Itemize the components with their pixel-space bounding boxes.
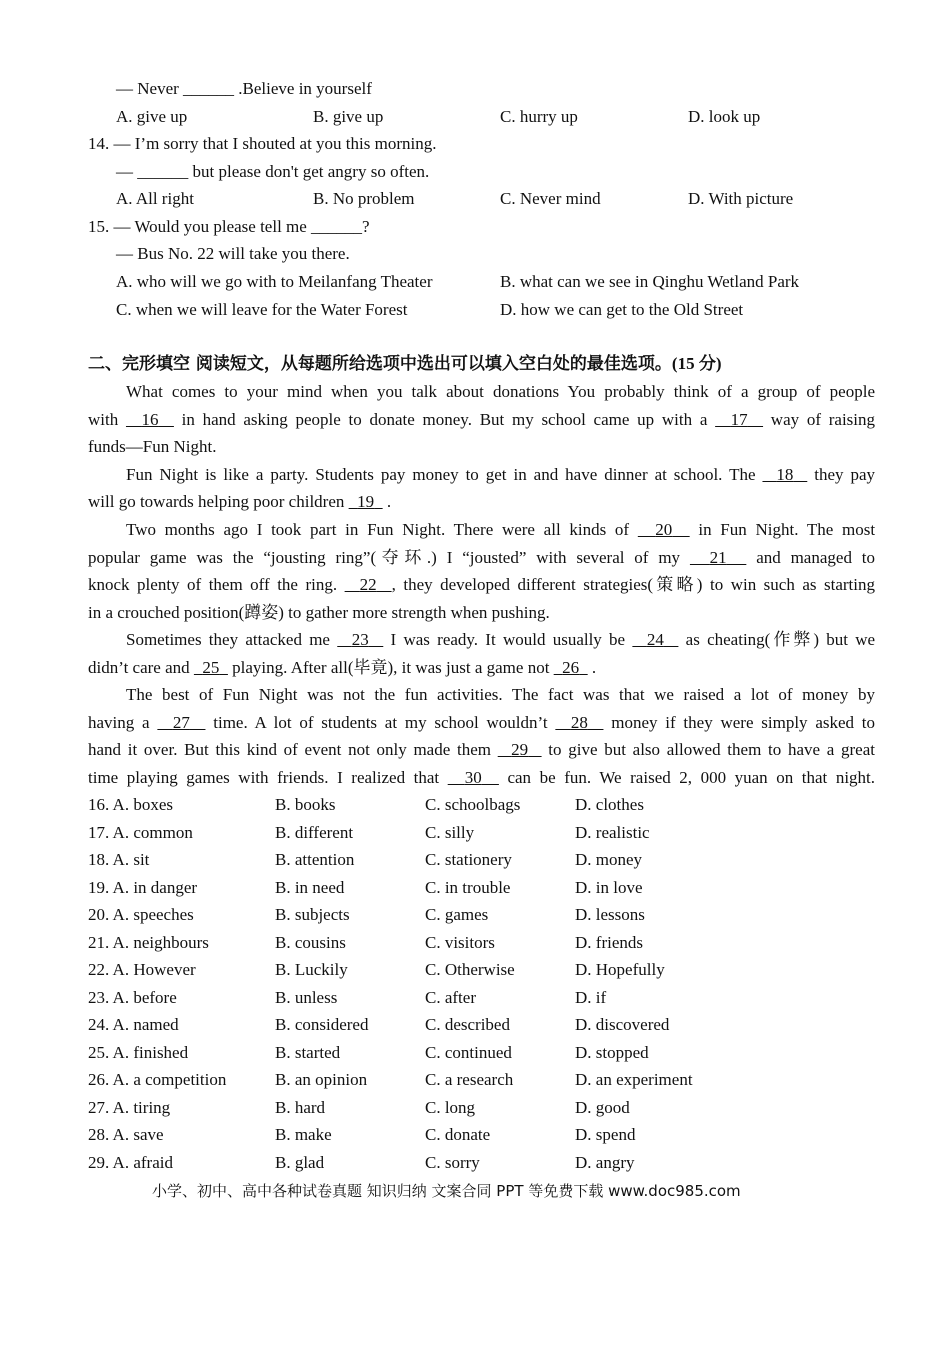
choice-option[interactable]: D. spend	[575, 1125, 636, 1144]
choice-option[interactable]: D. clothes	[575, 795, 644, 814]
blank-20[interactable]: 20	[655, 520, 673, 539]
blank-30[interactable]: 30	[464, 768, 482, 787]
choice-option[interactable]: D. lessons	[575, 905, 645, 924]
choice-option[interactable]: C. sorry	[425, 1152, 480, 1172]
blank-25[interactable]: 25	[202, 658, 220, 677]
choice-row	[88, 1097, 888, 1121]
blank-29[interactable]: 29	[511, 740, 529, 759]
choice-option[interactable]: B. glad	[275, 1152, 325, 1172]
choice-option[interactable]: B. an opinion	[275, 1070, 368, 1089]
blank-27[interactable]: 27	[172, 713, 190, 732]
choice-option[interactable]: B. hard	[275, 1097, 326, 1117]
section-heading-text: 二、完形填空 阅读短文，从每题所给选项中选出可以填入空白处的最佳选项。	[88, 354, 672, 374]
choice-option[interactable]: B. considered	[275, 1015, 369, 1034]
choice-row	[88, 1124, 888, 1148]
blank-21[interactable]: 21	[709, 548, 727, 567]
option: D. With picture	[688, 189, 794, 208]
choice-option[interactable]: C. schoolbags	[425, 795, 521, 814]
choice-row	[88, 904, 888, 928]
choice-option[interactable]: B. Luckily	[275, 960, 348, 979]
choice-option[interactable]: 25. A. finished	[88, 1042, 189, 1062]
option: A. All right	[116, 189, 194, 208]
choice-option[interactable]: 29. A. afraid	[88, 1152, 173, 1172]
section-heading	[88, 353, 722, 375]
choice-option[interactable]: B. attention	[275, 850, 355, 869]
choice-row	[88, 1069, 888, 1093]
passage-line: Sometimes they attacked me 23 I was ready. It would usually be 24 as cheating(作弊) but we	[126, 630, 876, 649]
option: D. how we can get to the Old Street	[500, 300, 744, 319]
choice-option[interactable]: B. started	[275, 1042, 341, 1062]
choice-option[interactable]: 24. A. named	[88, 1015, 179, 1034]
choice-option[interactable]: D. good	[575, 1097, 630, 1117]
q14-reply: — ______ but please don't get angry so often.	[116, 162, 430, 181]
footer-text: 小学、初中、高中各种试卷真题 知识归纳 文案合同 PPT 等免费下载 www.doc985.com	[152, 1182, 741, 1200]
choice-option[interactable]: C. games	[425, 905, 489, 924]
choice-row	[88, 1042, 888, 1066]
choice-option[interactable]: C. stationery	[425, 850, 512, 869]
choice-row	[88, 987, 888, 1011]
passage-line: knock plenty of them off the ring. 22 , they developed different strategies(策略) to win such as starting	[88, 575, 876, 594]
choice-option[interactable]: B. cousins	[275, 932, 346, 952]
choice-option[interactable]: 22. A. However	[88, 960, 196, 979]
choice-option[interactable]: B. different	[275, 822, 354, 842]
passage-line: The best of Fun Night was not the fun activities. The fact was that we raised a lot of money by	[126, 685, 875, 704]
choice-option[interactable]: D. money	[575, 850, 643, 869]
choice-option[interactable]: 19. A. in danger	[88, 877, 198, 897]
blank-24[interactable]: 24	[646, 630, 664, 649]
passage-line: didn’t care and 25 playing. After all(毕竟), it was just a game not 26 .	[88, 658, 597, 677]
q14-options	[88, 188, 888, 212]
choice-option[interactable]: D. if	[575, 987, 607, 1007]
choice-option[interactable]: B. subjects	[275, 905, 350, 924]
choice-option[interactable]: C. visitors	[425, 932, 495, 952]
choice-option[interactable]: D. in love	[575, 877, 643, 897]
choice-row	[88, 849, 888, 873]
blank-22[interactable]: 22	[359, 575, 377, 594]
choice-option[interactable]: D. Hopefully	[575, 960, 665, 979]
section-score: (15 分)	[671, 354, 722, 373]
blank-26[interactable]: 26	[562, 658, 580, 677]
choice-option[interactable]: B. in need	[275, 877, 345, 897]
choice-option[interactable]: D. discovered	[575, 1015, 670, 1034]
passage-line: having a 27 time. A lot of students at my school wouldn’t 28 money if they were simply asked to	[88, 713, 876, 732]
option: C. Never mind	[500, 189, 601, 208]
choice-option[interactable]: C. silly	[425, 822, 475, 842]
passage-line: Two months ago I took part in Fun Night. There were all kinds of 20 in Fun Night. The most	[126, 520, 876, 539]
choice-option[interactable]: D. stopped	[575, 1042, 649, 1062]
option: C. when we will leave for the Water Forest	[116, 300, 408, 319]
blank-18[interactable]: 18	[776, 465, 794, 484]
choice-option[interactable]: C. described	[425, 1015, 510, 1034]
option: C. hurry up	[500, 107, 578, 126]
blank-23[interactable]: 23	[351, 630, 369, 649]
choice-option[interactable]: C. long	[425, 1097, 476, 1117]
choice-option[interactable]: C. in trouble	[425, 877, 511, 897]
choice-option[interactable]: 18. A. sit	[88, 850, 150, 869]
choice-option[interactable]: 21. A. neighbours	[88, 932, 209, 952]
choice-option[interactable]: B. unless	[275, 987, 338, 1007]
choice-option[interactable]: C. a research	[425, 1070, 514, 1089]
q14-stem: 14. — I’m sorry that I shouted at you this morning.	[88, 134, 437, 153]
passage-line: funds—Fun Night.	[88, 437, 217, 456]
choice-option[interactable]: C. donate	[425, 1125, 491, 1144]
passage-line: time playing games with friends. I realized that 30 can be fun. We raised 2, 000 yuan on that night.	[88, 768, 876, 787]
choice-option[interactable]: D. realistic	[575, 822, 650, 842]
choice-option[interactable]: 28. A. save	[88, 1125, 164, 1144]
choice-option[interactable]: D. an experiment	[575, 1070, 693, 1089]
choice-row	[88, 877, 888, 901]
choice-row	[88, 1152, 888, 1176]
blank-17[interactable]: 17	[730, 410, 748, 429]
q15-options-row2	[88, 299, 888, 323]
choice-option[interactable]: 20. A. speeches	[88, 905, 194, 924]
q13-stem: — Never ______ .Believe in yourself	[116, 79, 372, 98]
choice-row	[88, 794, 888, 818]
choice-option[interactable]: D. friends	[575, 932, 643, 952]
passage-line: Fun Night is like a party. Students pay money to get in and have dinner at school. The 18 they pay	[126, 465, 876, 484]
option: D. look up	[688, 107, 761, 126]
option: A. who will we go with to Meilanfang Theater	[116, 272, 433, 291]
choice-option[interactable]: C. Otherwise	[425, 960, 515, 979]
choice-option[interactable]: 27. A. tiring	[88, 1097, 171, 1117]
q15-reply: — Bus No. 22 will take you there.	[116, 244, 350, 263]
passage-line: What comes to your mind when you talk about donations You probably think of a group of people	[126, 382, 875, 401]
choice-row	[88, 959, 888, 983]
q15-stem: 15. — Would you please tell me ______?	[88, 217, 370, 236]
passage-line: hand it over. But this kind of event not only made them 29 to give but also allowed them to have a great	[88, 740, 875, 759]
blank-28[interactable]: 28	[570, 713, 588, 732]
choice-option[interactable]: 16. A. boxes	[88, 795, 173, 814]
passage-line: will go towards helping poor children 19 .	[88, 492, 392, 511]
choice-option[interactable]: 23. A. before	[88, 987, 177, 1007]
option: B. what can we see in Qinghu Wetland Park	[500, 272, 800, 291]
choice-row	[88, 822, 888, 846]
choice-option[interactable]: D. angry	[575, 1152, 635, 1172]
passage-line: with 16 in hand asking people to donate money. But my school came up with a 17 way of raising	[88, 410, 876, 429]
passage-line: popular game was the “jousting ring”(夺环.) I “jousted” with several of my 21 and managed to	[88, 548, 876, 567]
q15-options-row1	[88, 271, 888, 295]
blank-16[interactable]: 16	[141, 410, 159, 429]
choice-row	[88, 1014, 888, 1038]
option: A. give up	[116, 107, 188, 126]
choice-option[interactable]: 26. A. a competition	[88, 1070, 227, 1089]
choice-option[interactable]: C. after	[425, 987, 476, 1007]
blank-19[interactable]: 19	[357, 492, 375, 511]
passage-line: in a crouched position(蹲姿) to gather more strength when pushing.	[88, 603, 550, 622]
choice-option[interactable]: 17. A. common	[88, 822, 193, 842]
option: B. give up	[313, 107, 384, 126]
choice-option[interactable]: C. continued	[425, 1042, 512, 1062]
choice-option[interactable]: B. books	[275, 795, 336, 814]
q13-options	[88, 106, 888, 130]
choice-option[interactable]: B. make	[275, 1125, 332, 1144]
option: B. No problem	[313, 189, 415, 208]
choice-row	[88, 932, 888, 956]
